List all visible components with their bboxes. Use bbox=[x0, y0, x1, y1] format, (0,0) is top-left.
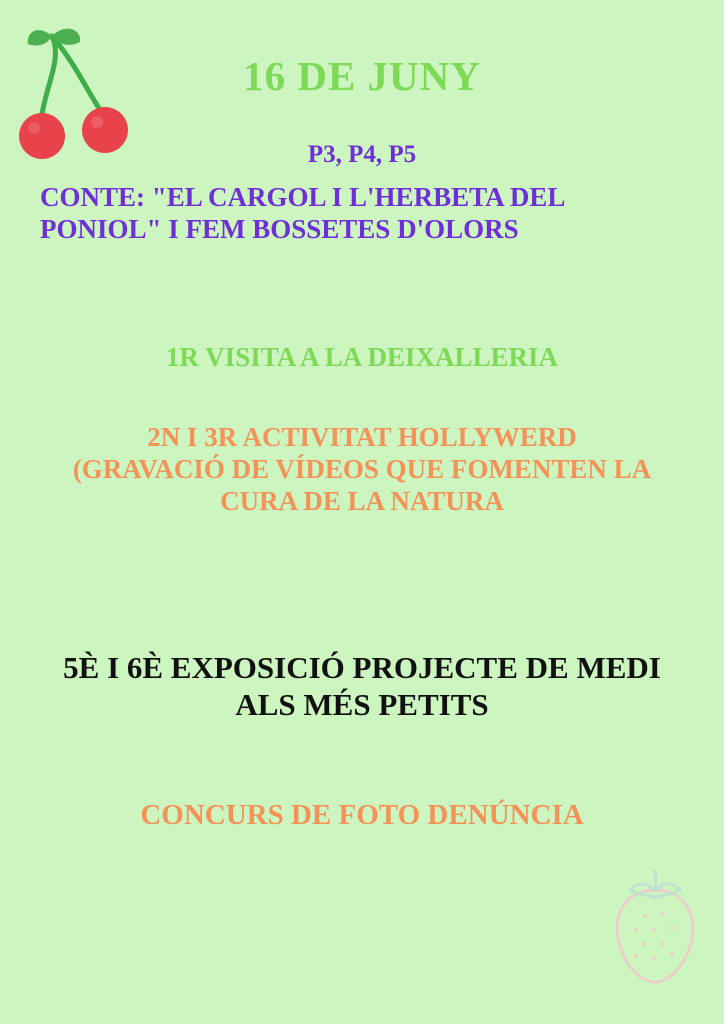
block-visita-line-1: 1R VISITA A LA DEIXALLERIA bbox=[165, 342, 559, 372]
block-hollywerd-line-1: 2N I 3R ACTIVITAT HOLLYWERD bbox=[147, 422, 577, 452]
block-level bbox=[0, 140, 724, 170]
block-hollywerd-line-2: (GRAVACIÓ DE VÍDEOS QUE FOMENTEN LA bbox=[72, 453, 652, 484]
block-concurs-line-1: CONCURS DE FOTO DENÚNCIA bbox=[140, 799, 584, 831]
block-concurs bbox=[0, 798, 724, 832]
block-conte-line-2: PONIOL" I FEM BOSSETES D'OLORS bbox=[40, 213, 519, 244]
block-exposicio-line-2: ALS MÉS PETITS bbox=[235, 686, 489, 722]
block-exposicio-line-1: 5È I 6È EXPOSICIÓ PROJECTE DE MEDI bbox=[63, 650, 661, 685]
block-visita bbox=[0, 342, 724, 374]
block-conte bbox=[0, 182, 724, 246]
strawberry-icon bbox=[600, 860, 710, 990]
block-exposicio bbox=[0, 650, 724, 723]
poster-title: 16 DE JUNY bbox=[243, 53, 481, 99]
block-conte-line-1: CONTE: "EL CARGOL I L'HERBETA DEL bbox=[40, 182, 566, 212]
block-hollywerd-line-3: CURA DE LA NATURA bbox=[220, 485, 504, 516]
block-level-line-1: P3, P4, P5 bbox=[307, 141, 417, 168]
block-hollywerd bbox=[0, 422, 724, 518]
